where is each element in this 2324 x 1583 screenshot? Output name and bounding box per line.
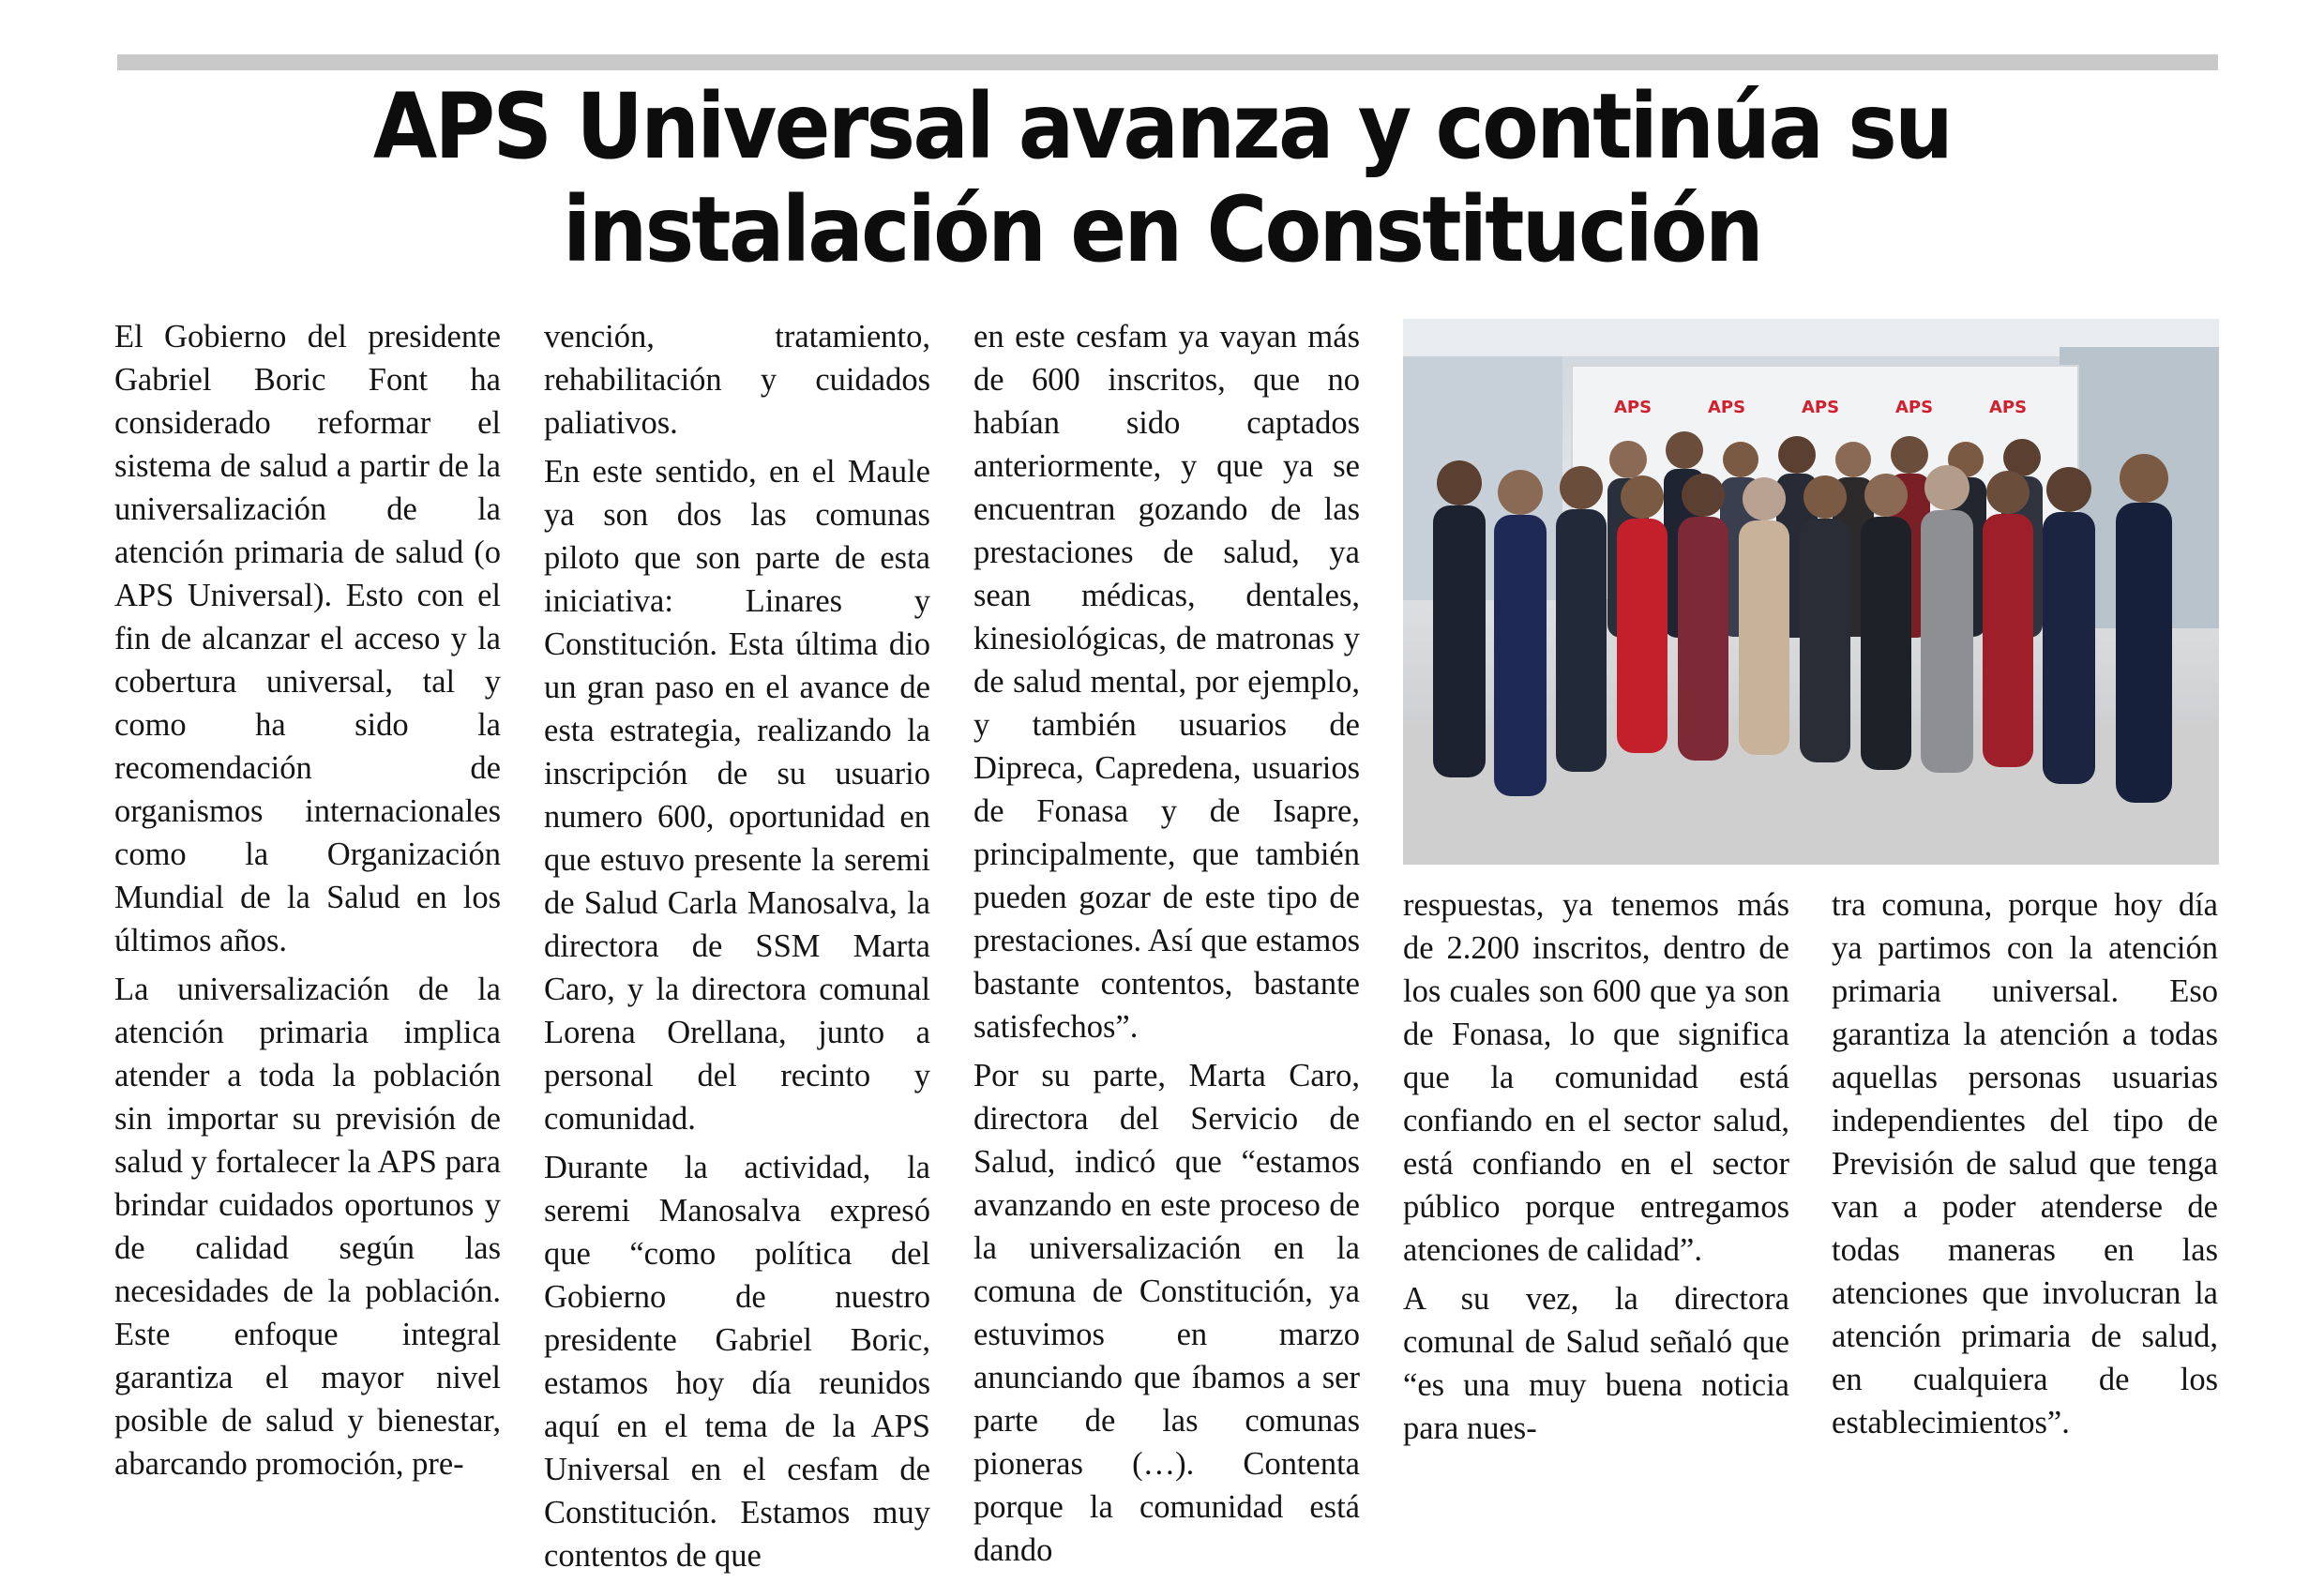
backdrop-logo: APS [1895, 398, 1934, 417]
backdrop-logo: APS [1614, 398, 1652, 417]
paragraph: respuestas, ya tenemos más de 2.200 inscritos, dentro de los cuales son 600 que ya son de Fonasa, lo que significa que la comunidad está confiando en el sector salud, está confiando en el sector público porque entregamos atenciones de calidad”. [1403, 887, 1789, 1268]
paragraph: en este cesfam ya vayan más de 600 inscritos, que no habían sido captados anteriormente, y que ya se encuentran gozando de las prestaciones de salud, ya sean médicas, dentales, kinesiológicas, de matronas y de salud mental, por ejemplo, y también usuarios de Dipreca, Capredena, usuarios de Fonasa y de Isapre, principalmente, que también pueden gozar de este tipo de prestaciones. Así que estamos bastante contentos, bastante satisfechos”. [973, 319, 1360, 1045]
backdrop-logo: APS [1708, 398, 1746, 417]
article-column-2 [544, 315, 930, 1583]
backdrop-logo: APS [1989, 398, 2028, 417]
headline: APS Universal avanza y continúa su instalación en Constitución [372, 74, 1952, 282]
article-column-3 [973, 315, 1360, 1577]
group-photo-illustration [1403, 319, 2219, 865]
group-photo [1403, 319, 2219, 865]
backdrop-logo: APS [1802, 398, 1840, 417]
paragraph: El Gobierno del presidente Gabriel Boric Font ha considerado reformar el sistema de salud a partir de la universalización de la atención primaria de salud (o APS Universal). Esto con el fin de alcanzar el acceso y la cobertura universal, tal y como ha sido la recomendación de organismos internacionales como la Organización Mundial de la Salud en los últimos años. [114, 319, 501, 958]
paragraph: vención, tratamiento, rehabilitación y cuidados paliativos. [544, 319, 930, 441]
top-rule [117, 54, 2218, 70]
article-column-5 [1832, 883, 2218, 1450]
paragraph: Durante la actividad, la seremi Manosalva expresó que “como política del Gobierno de nuestro presidente Gabriel Boric, estamos hoy día reunidos aquí en el tema de la APS Universal en el cesfam de Constitución. Estamos muy contentos de que [544, 1150, 930, 1574]
paragraph: La universalización de la atención primaria implica atender a toda la población sin importar su previsión de salud y fortalecer la APS para brindar cuidados oportunos y de calidad según las necesidades de la población. Este enfoque integral garantiza el mayor nivel posible de salud y bienestar, abarcando promoción, pre- [114, 972, 501, 1482]
article-column-4 [1403, 883, 1789, 1455]
paragraph: A su vez, la directora comunal de Salud señaló que “es una muy buena noticia para nues- [1403, 1281, 1789, 1446]
paragraph: Por su parte, Marta Caro, directora del Servicio de Salud, indicó que “estamos avanzando en este proceso de la universalización en la comuna de Constitución, ya estuvimos en marzo anunciando que íbamos a ser parte de las comunas pioneras (…). Contenta porque la comunidad está dando [973, 1058, 1360, 1568]
paragraph: En este sentido, en el Maule ya son dos las comunas piloto que son parte de esta iniciativa: Linares y Constitución. Esta última dio un gran paso en el avance de esta estrategia, realizando la inscripción de su usuario numero 600, oportunidad en que estuvo presente la seremi de Salud Carla Manosalva, la directora de SSM Marta Caro, y la directora comunal Lorena Orellana, junto a personal del recinto y comunidad. [544, 454, 930, 1137]
article-column-1 [114, 315, 501, 1491]
paragraph: tra comuna, porque hoy día ya partimos con la atención primaria universal. Eso garantiza la atención a todas aquellas personas usuarias independientes del tipo de Previsión de salud que tenga van a poder atenderse de todas maneras en las atenciones que involucran la atención primaria de salud, en cualquiera de los establecimientos”. [1832, 887, 2218, 1440]
